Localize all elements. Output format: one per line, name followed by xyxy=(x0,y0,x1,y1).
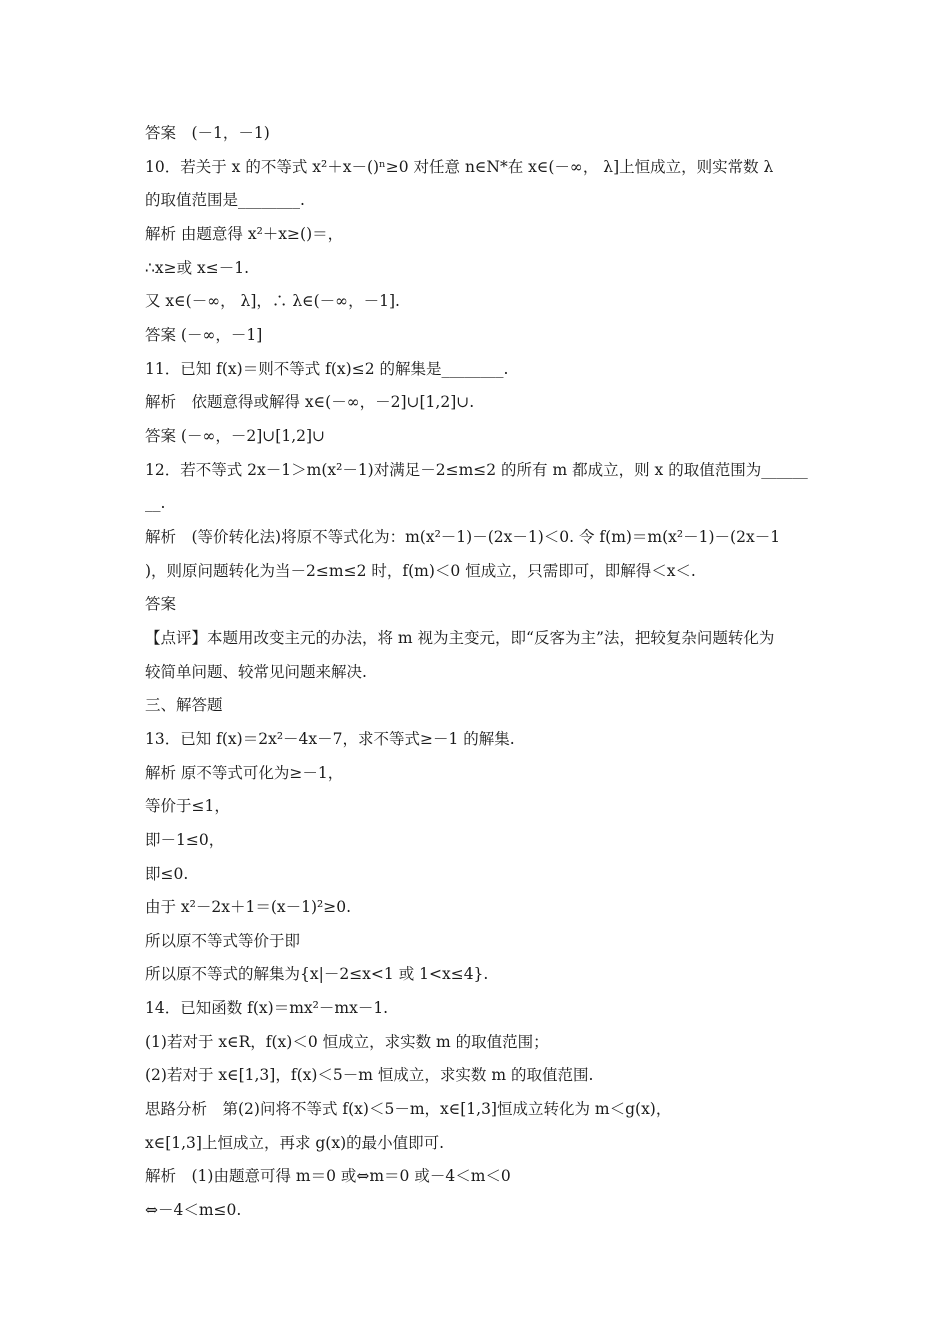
problem-10-line1: 10．若关于 x 的不等式 x²＋x－()ⁿ≥0 对任意 n∈N*在 x∈(－∞， λ]上恒成立，则实常数 λ xyxy=(145,158,774,176)
solution-10-line2: ∴x≥或 x≤－1. xyxy=(145,259,250,277)
analysis-14-line2: x∈[1,3]上恒成立，再求 g(x)的最小值即可. xyxy=(145,1134,445,1152)
solution-13-line7: 所以原不等式的解集为{x|－2≤x<1 或 1<x≤4}. xyxy=(145,965,489,983)
solution-13-line6: 所以原不等式等价于即 xyxy=(145,932,301,950)
answer-10: 答案 (－∞，－1] xyxy=(145,326,263,344)
problem-11: 11．已知 f(x)＝则不等式 f(x)≤2 的解集是________. xyxy=(145,360,509,378)
problem-10-line2: 的取值范围是________. xyxy=(145,191,305,209)
solution-13-line1: 解析 原不等式可化为≥－1， xyxy=(145,764,344,782)
solution-13-line3: 即－1≤0， xyxy=(145,831,225,849)
solution-12-line1: 解析 (等价转化法)将原不等式化为：m(x²－1)－(2x－1)＜0. 令 f(m)＝m(x²－1)－(2x－1 xyxy=(145,528,781,546)
solution-10-line3: 又 x∈(－∞， λ]，∴ λ∈(－∞，－1]. xyxy=(145,292,400,310)
problem-14: 14．已知函数 f(x)＝mx²－mx－1. xyxy=(145,999,389,1017)
solution-13-line5: 由于 x²－2x＋1＝(x－1)²≥0. xyxy=(145,898,352,916)
solution-11: 解析 依题意得或解得 x∈(－∞，－2]∪[1,2]∪. xyxy=(145,393,475,411)
answer-11: 答案 (－∞，－2]∪[1,2]∪ xyxy=(145,427,326,445)
solution-14-line2: ⇔－4＜m≤0. xyxy=(145,1201,242,1219)
solution-10-line1: 解析 由题意得 x²＋x≥()＝， xyxy=(145,225,344,243)
problem-14-part1: (1)若对于 x∈R，f(x)＜0 恒成立，求实数 m 的取值范围； xyxy=(145,1033,549,1051)
answer-12: 答案 xyxy=(145,595,177,613)
analysis-14-line1: 思路分析 第(2)问将不等式 f(x)＜5－m，x∈[1,3]恒成立转化为 m＜g(x)， xyxy=(145,1100,672,1118)
solution-14-line1: 解析 (1)由题意可得 m＝0 或⇔m＝0 或－4＜m＜0 xyxy=(145,1167,511,1185)
answer-9: 答案 (－1，－1) xyxy=(145,124,270,142)
problem-12-line2: __. xyxy=(145,494,166,512)
comment-line1: 【点评】本题用改变主元的办法，将 m 视为主变元，即“反客为主”法，把较复杂问题转化为 xyxy=(145,629,775,647)
problem-12-line1: 12．若不等式 2x－1＞m(x²－1)对满足－2≤m≤2 的所有 m 都成立，则 x 的取值范围为______ xyxy=(145,461,808,479)
comment-line2: 较简单问题、较常见问题来解决. xyxy=(145,663,367,681)
section-heading: 三、解答题 xyxy=(145,696,223,714)
problem-13: 13．已知 f(x)＝2x²－4x－7，求不等式≥－1 的解集. xyxy=(145,730,515,748)
problem-14-part2: (2)若对于 x∈[1,3]，f(x)＜5－m 恒成立，求实数 m 的取值范围. xyxy=(145,1066,594,1084)
solution-12-line2: )，则原问题转化为当－2≤m≤2 时，f(m)＜0 恒成立，只需即可，即解得＜x＜. xyxy=(145,562,696,580)
solution-13-line2: 等价于≤1， xyxy=(145,797,230,815)
solution-13-line4: 即≤0. xyxy=(145,865,189,883)
